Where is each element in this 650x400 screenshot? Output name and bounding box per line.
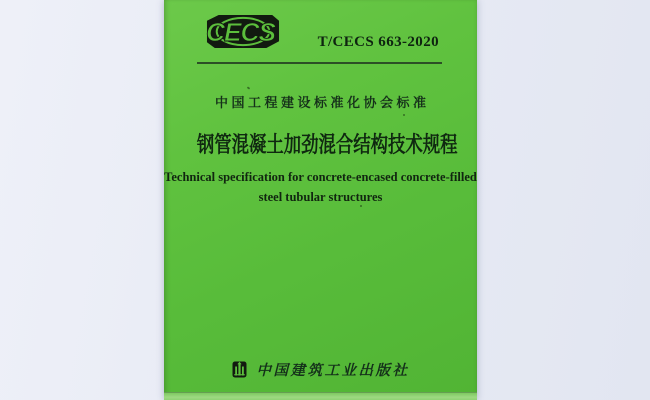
title-english — [164, 167, 477, 207]
scan-speck — [360, 205, 362, 207]
publisher-building-icon — [232, 361, 247, 378]
publisher-name: 中国建筑工业出版社 — [256, 363, 410, 379]
cecs-logo — [206, 13, 280, 50]
book-cover — [164, 0, 477, 400]
header-rule — [197, 62, 442, 64]
title-chinese: 钢管混凝土加劲混合结构技术规程 — [196, 132, 458, 157]
scan-speck — [247, 86, 251, 89]
title-english-line2: steel tubular structures — [258, 190, 383, 204]
standard-number: T/CECS 663-2020 — [317, 34, 439, 50]
association-standard-line: 中国工程建设标准化协会标准 — [214, 95, 430, 110]
publisher-row — [164, 359, 477, 380]
book-page-edges — [164, 392, 477, 400]
cecs-logo-text: CECS — [206, 17, 276, 48]
scan-speck — [403, 114, 405, 116]
title-english-line1: Technical specification for concrete-encased concrete-filled — [164, 170, 477, 184]
